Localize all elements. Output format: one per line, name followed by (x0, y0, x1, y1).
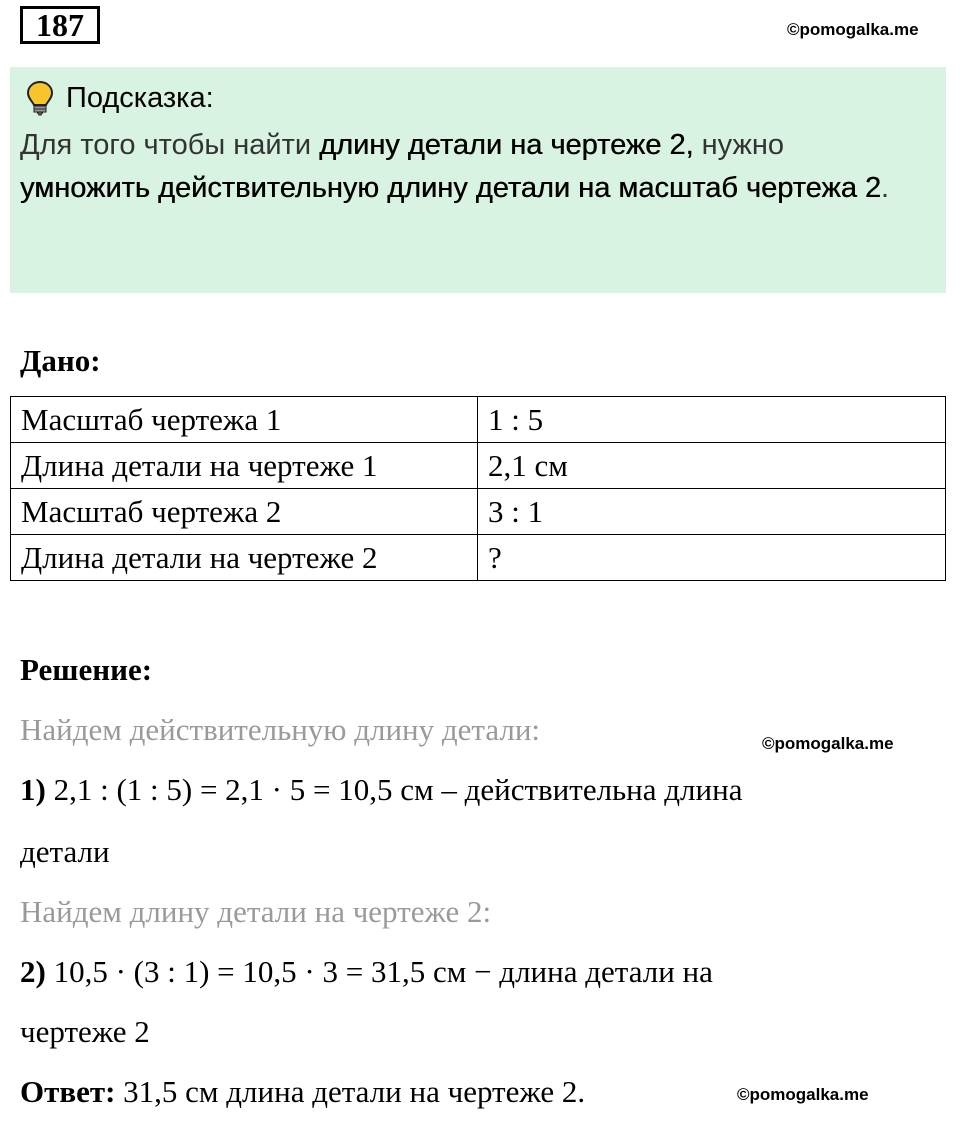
answer (20, 1074, 585, 1110)
solution-step-2-continued: чертеже 2 (20, 1014, 150, 1049)
step-1-text: 2,1 : (1 : 5) = 2,1 · 5 = 10,5 см – действительна длина (45, 772, 743, 807)
given-value: 3 : 1 (478, 489, 946, 535)
solution-step-2 (20, 954, 713, 990)
given-title: Дано: (20, 343, 101, 378)
watermark-top: ©pomogalka.me (787, 20, 919, 39)
solution-hint-2: Найдем длину детали на чертеже 2: (20, 894, 492, 929)
given-label: Длина детали на чертеже 2 (11, 535, 478, 581)
lightbulb-icon (26, 80, 54, 116)
table-row (11, 489, 946, 535)
given-label: Масштаб чертежа 2 (11, 489, 478, 535)
given-label: Масштаб чертежа 1 (11, 397, 478, 443)
hint-title-text: Подсказка: (66, 81, 214, 114)
solution-hint-1: Найдем действительную длину детали: (20, 712, 541, 747)
hint-text-part4: умножить действительную длину детали на масштаб чертежа 2 (20, 172, 882, 204)
step-1-number: 1) (20, 772, 46, 807)
hint-text-part5: . (881, 172, 890, 204)
given-value: 1 : 5 (478, 397, 946, 443)
answer-label: Ответ: (20, 1074, 116, 1109)
step-2-text: 10,5 · (3 : 1) = 10,5 · 3 = 31,5 см − длина детали на (45, 954, 713, 989)
given-table (10, 396, 946, 581)
hint-text-part3: нужно (693, 129, 785, 161)
task-number: 187 (20, 6, 100, 44)
solution-title: Решение: (20, 652, 153, 687)
hint-text-part2: длину детали на чертеже 2, (319, 129, 694, 161)
answer-text: 31,5 см длина детали на чертеже 2. (115, 1074, 586, 1109)
step-2-number: 2) (20, 954, 46, 989)
table-row (11, 397, 946, 443)
given-value: 2,1 см (478, 443, 946, 489)
watermark-bottom: ©pomogalka.me (737, 1085, 869, 1104)
watermark-middle: ©pomogalka.me (762, 734, 894, 753)
hint-text-part1: Для того чтобы найти (20, 129, 320, 161)
table-row (11, 443, 946, 489)
given-label: Длина детали на чертеже 1 (11, 443, 478, 489)
solution-step-1 (20, 772, 742, 808)
hint-text (20, 124, 920, 210)
solution-step-1-continued: детали (20, 834, 110, 869)
table-row (11, 535, 946, 581)
given-value: ? (478, 535, 946, 581)
hint-title (26, 80, 214, 116)
